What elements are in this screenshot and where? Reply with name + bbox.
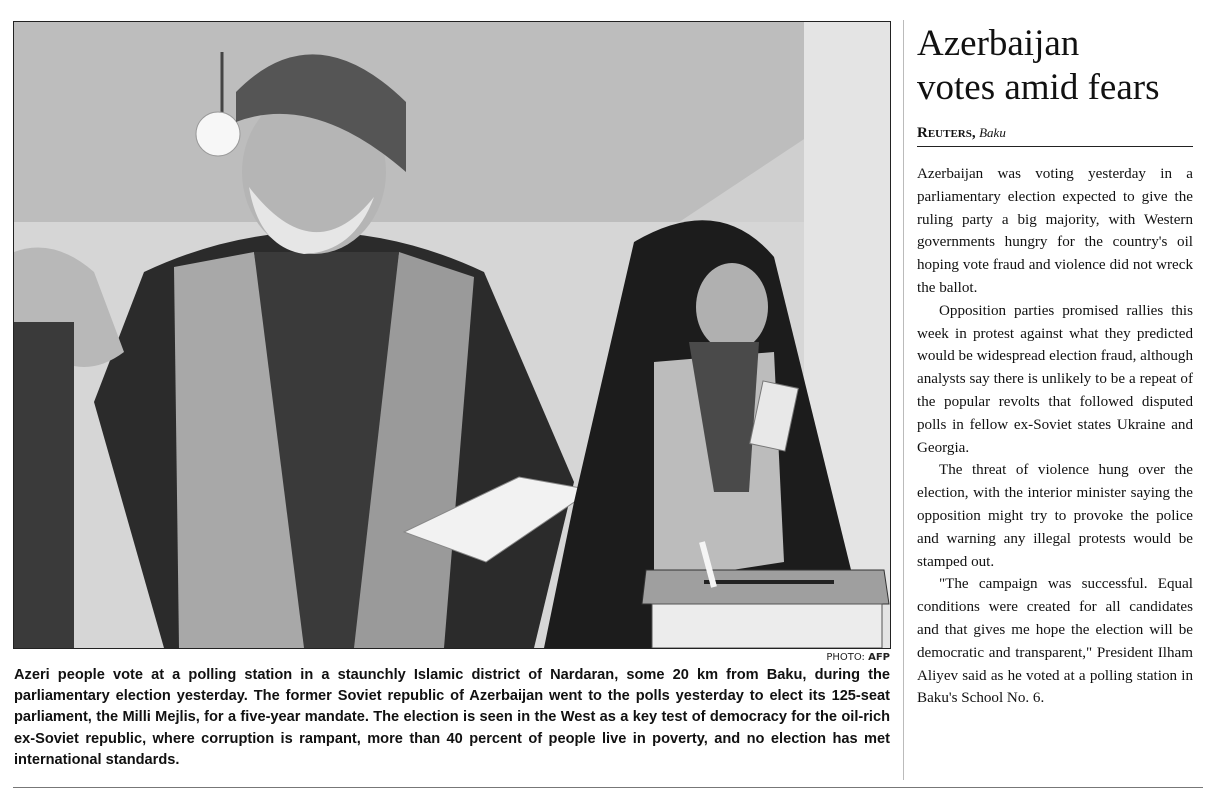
photo-caption: Azeri people vote at a polling station in a staunchly Islamic district of Nardaran, some 20 km from Baku, during the parliamentary election yesterday. The former Soviet republic of Azerbaijan went to the polls yesterday to elect its 125-seat parliament, the Milli Mejlis, for a five-year mandate. The election is seen in the West as a key test of democracy for the oil-rich ex-Soviet republic, where corruption is rampant, more than 40 percent of people live in poverty, and no election has met international standards. — [14, 667, 890, 768]
article-paragraph: "The campaign was successful. Equal conditions were created for all candidates and that gives me hope the election will be democratic and transparent," President Ilham Aliyev said as he voted at a polling station in Baku's School No. 6. — [917, 576, 1193, 707]
byline-dateline: Baku — [979, 125, 1006, 140]
photo-credit-source: AFP — [868, 652, 890, 663]
bottom-rule — [13, 787, 1203, 788]
ballot-box-lid — [642, 570, 889, 604]
byline-agency: Reuters, — [917, 125, 976, 141]
article-paragraph: The threat of violence hung over the election, with the interior minister saying the opposition might try to provoke the police and warning any illegal protests would be stamped out. — [917, 462, 1193, 570]
lamp-bulb — [196, 112, 240, 156]
article-byline — [917, 125, 1193, 147]
article-body — [917, 163, 1193, 710]
photo-credit — [790, 652, 890, 663]
article-paragraph: Azerbaijan was voting yesterday in a parliamentary election expected to give the ruling party a big majority, with Western governments hungry for the country's oil hoping vote fraud and violence did not wreck the ballot. — [917, 166, 1193, 296]
news-photo — [13, 21, 891, 649]
ballot-box-body — [652, 604, 882, 648]
woman-face — [696, 263, 768, 351]
headline-line-2: votes amid fears — [917, 67, 1160, 108]
article-headline — [917, 22, 1202, 110]
column-divider — [903, 20, 904, 780]
headline-line-1: Azerbaijan — [917, 23, 1080, 64]
article-paragraph: Opposition parties promised rallies this week in protest against what they predicted would be widespread election fraud, although analysts say there is unlikely to be a repeat of the popular revolts that followed disputed polls in fellow ex-Soviet states Ukraine and Georgia. — [917, 302, 1193, 456]
photo-credit-label: PHOTO: — [826, 652, 865, 663]
left-edge-figure — [14, 322, 74, 648]
